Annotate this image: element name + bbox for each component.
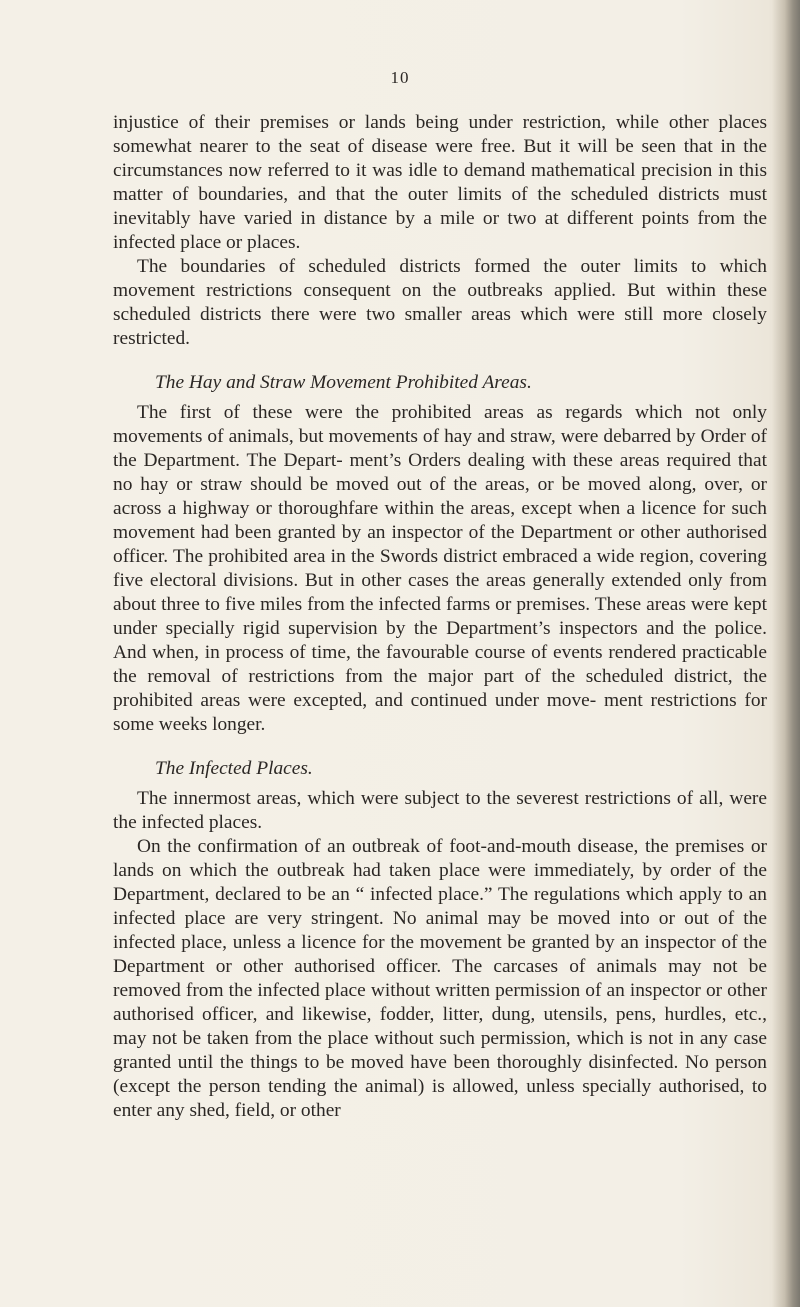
body-text — [113, 111, 767, 1123]
section-heading-hay-straw: The Hay and Straw Movement Prohibited Areas. — [155, 372, 532, 393]
paragraph-hay-straw: The first of these were the prohibited areas as regards which not only movements of animals, but movements of hay and straw, were debarred by Order of the Department. The Depart- ment’s Orders dealing with these areas required that no hay or straw should be moved out of the areas, or be moved along, over, or across a highway or thoroughfare within the areas, except when a licence for such movement had been granted by an inspector of the Department or other authorised officer. The prohibited area in the Swords district embraced a wide region, covering five electoral divisions. But in other cases the areas generally extended only from about three to five miles from the infected farms or premises. These areas were kept under specially rigid supervision by the Department’s inspectors and the police. And when, in process of time, the favourable course of events rendered practicable the removal of restrictions from the major part of the scheduled district, the prohibited areas were excepted, and continued under move- ment restrictions for some weeks longer. — [113, 402, 767, 735]
page-number: 10 — [390, 68, 410, 87]
paragraph-intro: injustice of their premises or lands being under restriction, while other places somewhat nearer to the seat of disease were free. But it will be seen that in the circumstances now referred to it was idle to demand mathematical precision in this matter of boundaries, and that the outer limits of the scheduled districts must inevitably have varied in distance by a mile or two at different points from the infected place or places. — [113, 112, 767, 253]
section-heading-infected-places: The Infected Places. — [155, 758, 313, 779]
binding-edge-shadow — [772, 0, 800, 1307]
paragraph-innermost: The innermost areas, which were subject to the severest restrictions of all, were the infected places. — [113, 788, 767, 833]
paragraph-boundaries: The boundaries of scheduled districts formed the outer limits to which movement restrictions consequent on the outbreaks applied. But within these scheduled districts there were two smaller areas which were still more closely restricted. — [113, 256, 767, 349]
paragraph-confirmation: On the confirmation of an outbreak of foot-and-mouth disease, the premises or lands on which the outbreak had taken place were immediately, by order of the Department, declared to be an “ infected place.” The regulations which apply to an infected place are very stringent. No animal may be moved into or out of the infected place, unless a licence for the movement be granted by an inspector of the Department or other authorised officer. The carcases of animals may not be removed from the infected place without written permission of an inspector or other authorised officer, and likewise, fodder, litter, dung, utensils, pens, hurdles, etc., may not be taken from the place without such permission, which is not in any case granted until the things to be moved have been thoroughly disinfected. No person (except the person tending the animal) is allowed, unless specially authorised, to enter any shed, field, or other — [113, 836, 767, 1121]
